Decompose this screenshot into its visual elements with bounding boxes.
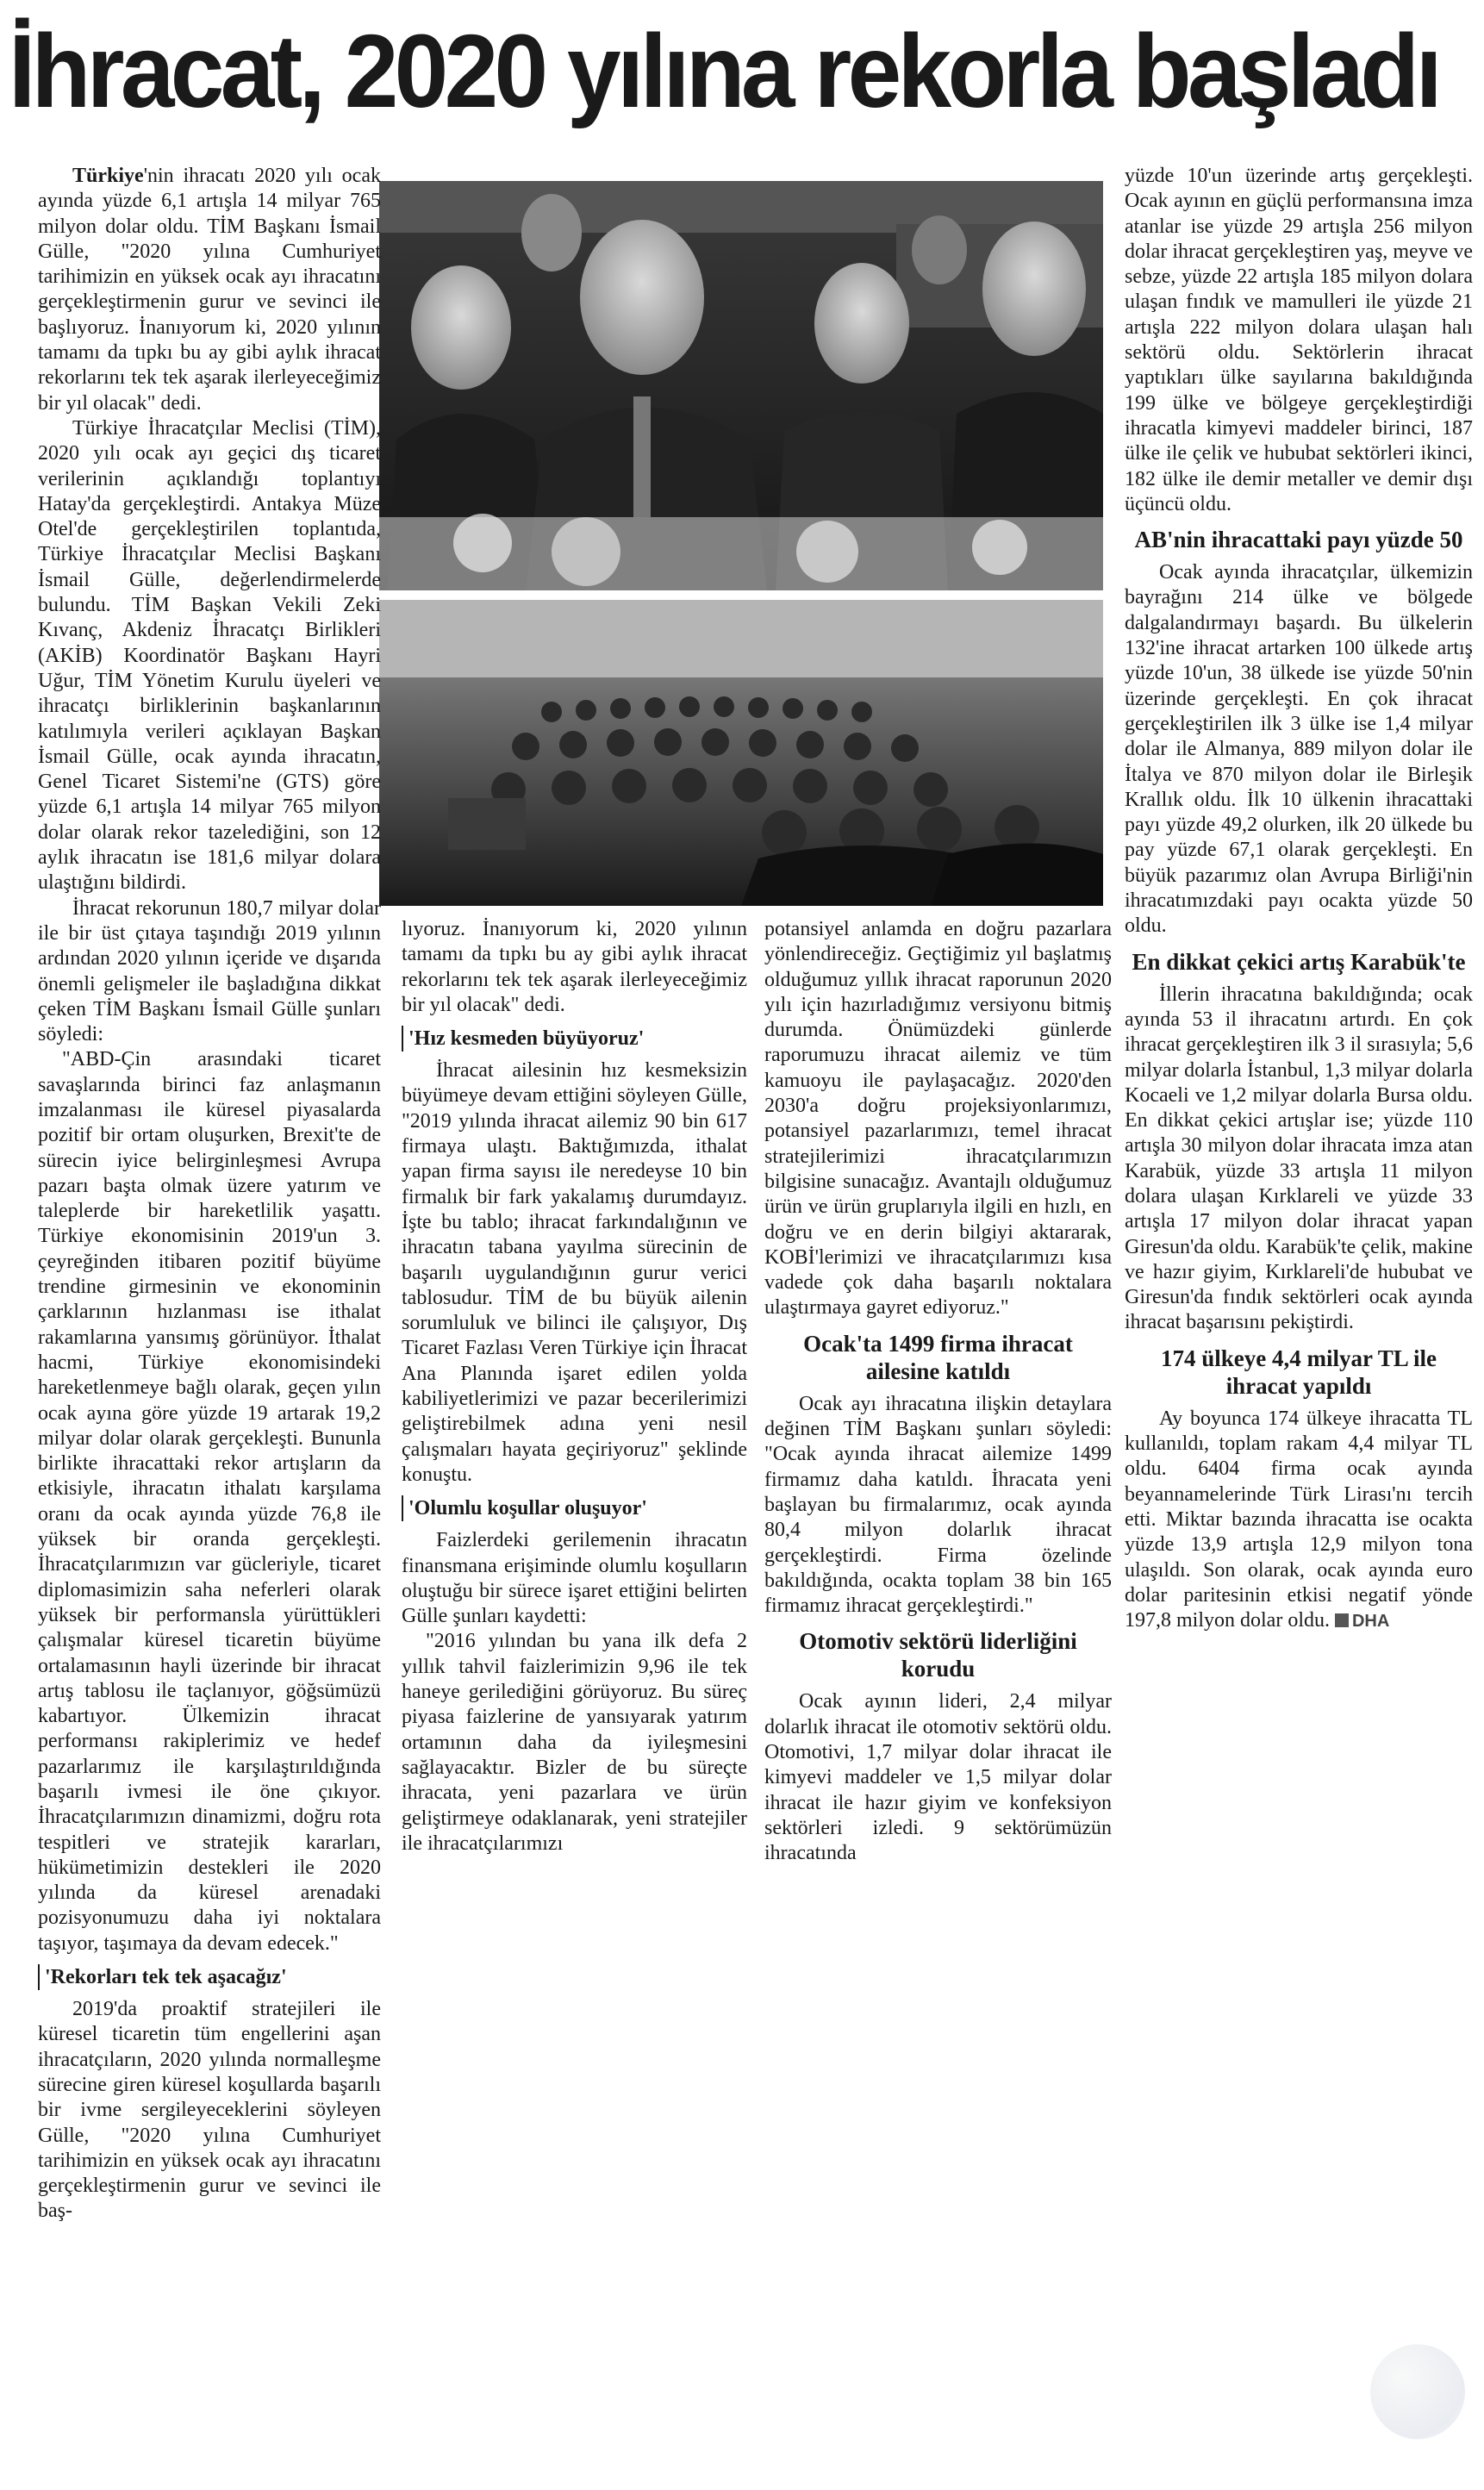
agency-credit: DHA — [1351, 1612, 1390, 1632]
subheading: 'Rekorları tek tek aşacağız' — [38, 1964, 381, 1990]
subheading: Ocak'ta 1499 firma ihracat ailesine katıldı — [803, 1330, 1073, 1384]
headline: İhracat, 2020 yılına rekorla başladı — [9, 12, 1439, 129]
paragraph: 2019'da proaktif stratejileri ile küresel ticaretin tüm engellerini aşan ihracatçıların, 2020 yılında normalleşme sürecine giren küresel koşullarda başarılı bir ivme sergileyeceklerini söyleyen Gülle, "2020 yılına Cumhuriyet tarihimizin en yüksek ocak ayı ihracatını gerçekleştirmenin gurur ve sevinci ile baş- — [38, 1998, 381, 2223]
photo-audience-hall — [379, 600, 1103, 906]
end-square-icon — [1335, 1613, 1349, 1627]
subheading: En dikkat çekici artış Karabük'te — [1132, 948, 1466, 975]
paragraph: Faizlerdeki gerilemenin ihracatın finansmana erişiminde olumlu koşulların oluştuğu bir sürece işaret ettiğini belirten Gülle şunları kaydetti: — [402, 1529, 747, 1628]
paragraph: Ocak ayında ihracatçılar, ülkemizin bayrağını 214 ülke ve bölgede dalgalandırmayı başardı. Bu ülkelerin 132'ine ihracat artarken 100 ülkede artış yüzde 10'un, 38 ülkede ise yüzde 50'nin üzerinde gerçekleşti. En çok ihracat gerçekleştirilen ilk 3 ülke ise 1,4 milyar dolar ile Almanya, 889 milyon dolar ile İtalya ve 870 milyon dolar ile Birleşik Krallık oldu. İlk 10 ülkenin ihracattaki payı yüzde 49,2 olurken, ilk 20 ülkede bu pay yüzde 67,1 olarak gerçekleşti. En büyük pazarımız olan Avrupa Birliği'nin ihracatımızdaki payı ocakta yüzde 50 oldu. — [1125, 561, 1473, 938]
paragraph: "2016 yılından bu yana ilk defa 2 yıllık tahvil faizlerimizin 9,96 ile tek haneye gerilediğini görüyoruz. Bu süreç piyasa faizlerine de yansıyarak yatırım ortamının daha da iyileşmesini sağlayacaktır. Bizler de bu süreçte ihracata, yeni pazarlara ve ürün geliştirmeye odaklanarak, yeni stratejiler ile ihracatçılarımızı — [402, 1630, 747, 1855]
paragraph: İhracat rekorunun 180,7 milyar dolar ile bir üst çıtaya taşındığı 2019 yılının ardından 2020 yılının içeride ve dışarıda önemli gelişmeler ile başladığına dikkat çeken TİM Başkanı İsmail Gülle şunları söyledi: — [38, 896, 381, 1046]
paragraph — [1125, 1407, 1473, 1635]
paragraph-text: 'nin ihracatı 2020 yılı ocak ayında yüzde 6,1 artışla 14 milyar 765 milyon dolar oldu. TİM Başkanı İsmail Gülle, "2020 yılına Cumhuriyet tarihimizin en yüksek ocak ayı ihracatını gerçekleştirmenin gurur ve sevinci ile başlıyoruz. İnanıyorum ki, 2020 yılının tamamı da tıpkı bu ay gibi aylık ihracat rekorlarını tek tek aşarak ilerleyeceğimiz bir yıl olacak" dedi. — [38, 165, 381, 415]
paragraph — [38, 164, 381, 416]
paragraph-text: Ay boyunca 174 ülkeye ihracatta TL kullanıldı, toplam rakam 4,4 milyar TL oldu. 6404 firma ocak ayında beyannamelerinde Türk Lirası'nı tercih etti. Miktar bazında ihracatta ise ocakta yüzde 13,9 artışla 12,9 milyon tona ulaşıldı. Son olarak, ocak ayında euro dolar paritesinin etkisi negatif yönde 197,8 milyon dolar oldu. — [1125, 1407, 1473, 1632]
article-column-4 — [1125, 164, 1473, 1888]
lead-country: Türkiye — [72, 165, 144, 187]
paragraph: lıyoruz. İnanıyorum ki, 2020 yılının tamamı da tıpkı bu ay gibi aylık ihracat rekorlarını tek tek aşarak ilerleyeceğimiz bir yıl olacak" dedi. — [402, 918, 747, 1016]
subheading: 'Hız kesmeden büyüyoruz' — [402, 1026, 747, 1052]
photo-officials-illustration — [379, 181, 1103, 590]
article-column-3 — [764, 917, 1112, 1865]
paragraph: İhracat ailesinin hız kesmeksizin büyümeye devam ettiğini söyleyen Gülle, "2019 yılında ihracat ailemiz 90 bin 617 firmaya ulaştı. Baktığımızda, ithalat yapan firma sayısı ile neredeyse 10 bin firmalık bir fark yakalamış durumdayız. İşte bu tablo; ihracat farkındalığının ve ihracatın tabana yayılma sürecinin de başarılı uygulandığının gurur verici tablosudur. TİM de bu büyük ailenin sorumluluk ve bilinci ile çalışıyor, Dış Ticaret Fazlası Veren Türkiye için İhracat Ana Planında işaret edilen yolda kabiliyetlerimizi ve pazar becerilerimizi geliştirebilmek adına yeni nesil çalışmaları hayata geçiriyoruz" şeklinde konuştu. — [402, 1059, 747, 1486]
subheading: 174 ülkeye 4,4 milyar TL ile ihracat yapıldı — [1160, 1345, 1437, 1399]
subheading: Otomotiv sektörü liderliğini korudu — [799, 1628, 1077, 1682]
paragraph: Ocak ayı ihracatına ilişkin detaylara değinen TİM Başkanı şunları söyledi: "Ocak ayında ihracat ailemize 1499 firmamız daha katıldı. İhracata yeni başlayan bu firmalarımız, ocak ayında 80,4 milyon dolarlık ihracat gerçekleştirdi. Firma özelinde bakıldığında, ocakta toplam 38 bin 165 firmamız ihracat gerçekleştirdi." — [764, 1392, 1112, 1618]
article-column-2 — [402, 917, 747, 1855]
paragraph: Türkiye İhracatçılar Meclisi (TİM), 2020 yılı ocak ayı geçici dış ticaret verilerinin açıklandığı toplantıyı Hatay'da gerçekleştirdi. Antakya Müze Otel'de gerçekleştirilen toplantıda, Türkiye İhracatçılar Meclisi Başkanı İsmail Gülle, değerlendirmelerde bulundu. TİM Başkan Vekili Zeki Kıvanç, Akdeniz İhracatçı Birlikleri (AKİB) Koordinatör Başkanı Hayri Uğur, TİM Yönetim Kurulu üyeleri ve ihracatçı birliklerinin başkanlarının katılımıyla verileri açıklayan Başkan İsmail Gülle, ocak ayında ihracatın, Genel Ticaret Sistemi'ne (GTS) göre yüzde 6,1 artışla 14 milyar 765 milyon dolar olarak rekor tazelediğini, son 12 aylık ihracatın ise 181,6 milyar dolara ulaştığını bildirdi. — [38, 416, 381, 895]
photo-officials-at-meeting — [379, 181, 1103, 590]
paragraph: "ABD-Çin arasındaki ticaret savaşlarında birinci faz anlaşmanın imzalanması ile küresel piyasalarda pozitif bir ortam oluşurken, Brexit'te de sürecin iyice belirginleşmesi Avrupa pazarı başta olmak üzere yatırım ve taleplerde bir hareketlilik yaşattı. Türkiye ekonomisinin 2019'un 3. çeyreğinden itibaren pozitif büyüme trendine girmesinin ve ekonominin çarklarının hızlanması ise ithalat rakamlarına yansımış görünüyor. İthalat hacmi, Türkiye ekonomisindeki hareketlenmeye bağlı olarak, geçen yılın ocak ayına göre yüzde 19 artarak 19,2 milyar dolar olarak gerçekleşti. Bununla birlikte ihracattaki rekor artışların da etkisiyle, ihracatın ithalatı karşılama oranı da ocak ayında yüzde 76,8 ile yüksek bir oranda gerçekleşti. İhracatçılarımızın var gücleriyle, ticaret diplomasimizin saha neferleri olarak yüksek bir performansla yürüttükleri çalışmalar küresel ticaretin büyüme ortalamasının hayli üzerinde bir ihracat artış tablosu ile taçlanıyor, göğsümüzü kabartıyor. Ülkemizin ihracat performansı rakiplerimiz ve hedef pazarlarımız ile karşılaştırıldığında başarılı ivmesi ile öne çıkıyor. İhracatçılarımızın dinamizmi, doğru rota tespitleri ve stratejik kararları, hükümetimizin destekleri ile 2020 yılında da küresel arenadaki pozisyonumuzu daha iyi noktalara taşıyor, taşımaya da devam edecek." — [38, 1048, 381, 1955]
paragraph: potansiyel anlamda en doğru pazarlara yönlendireceğiz. Geçtiğimiz yıl başlatmış olduğumuz yıllık ihracat raporunun 2020 yılı için hazırladığımız versiyonu bitmiş durumda. Önümüzdeki günlerde raporumuzu ihracat ailemiz ve tüm kamuoyu ile paylaşacağız. 2020'den 2030'a doğru projeksiyonlarımızı, potansiyel pazarlarımızı, temel ihracat stratejilerimizi ihracatçılarımızın bilgisine sunacağız. Avantajlı olduğumuz ürün ve ürün gruplarıyla ilgili en hızlı, en doğru ve en derin bilgiyi aktararak, KOBİ'lerimizi ve ihracatçılarımızı kısa vadede çok daha başarılı noktalara ulaştırmaya gayret ediyoruz." — [764, 918, 1112, 1320]
paragraph: İllerin ihracatına bakıldığında; ocak ayında 53 il ihracatını artırdı. En çok ihracat gerçekleştiren ilk 3 il sırasıyla; 5,6 milyar dolarla İstanbul, 1,3 milyar dolarla Kocaeli ve 1,2 milyar dolarla Bursa oldu. En dikkat çekici artışlar ise; yüzde 110 artışla 30 milyon dolar ihracata imza atan Karabük, yüzde 33 artışla 11 milyon dolara ulaşan Kırklareli ve yüzde 33 artışla 17 milyon dolar ihracat yapan Giresun'da oldu. Karabük'te çelik, makine ve hazır giyim, Kırklareli'de hububat ve Giresun'da fındık sektörleri ocak ayında ihracat başarısını pekiştirdi. — [1125, 983, 1473, 1334]
subheading: 'Olumlu koşullar oluşuyor' — [402, 1495, 747, 1521]
article-column-1 — [38, 164, 381, 2482]
paragraph: yüzde 10'un üzerinde artış gerçekleşti. Ocak ayının en güçlü performansına imza atanlar ise yüzde 29 artışla 256 milyon dolar ihracat gerçekleştiren yaş, meyve ve sebze, yüzde 22 artışla 185 milyon dolara ulaşan fındık ve mamulleri ile yüzde 21 artışla 222 milyon dolara ulaşan halı sektörü oldu. Sektörlerin ihracat yaptıkları ülke sayılarına bakıldığında 199 ülke ve bölgeye gerçekleştirdiği ihracatla kimyevi maddeler birinci, 187 ülke ile çelik ve hububat sektörleri ikinci, 182 ülke ile demir metaller ve demir dışı üçüncü oldu. — [1125, 165, 1473, 515]
subheading: AB'nin ihracattaki payı yüzde 50 — [1134, 527, 1463, 553]
paragraph: Ocak ayının lideri, 2,4 milyar dolarlık ihracat ile otomotiv sektörü oldu. Otomotivi, 1,7 milyar dolar ihracat ile kimyevi maddeler ve 1,5 milyar dolar ihracat ile hazır giyim ve konfeksiyon sektörleri izledi. 9 sektörümüzün ihracatında — [764, 1690, 1112, 1865]
photo-audience-illustration — [379, 600, 1103, 906]
globe-watermark-icon — [1370, 2344, 1465, 2439]
